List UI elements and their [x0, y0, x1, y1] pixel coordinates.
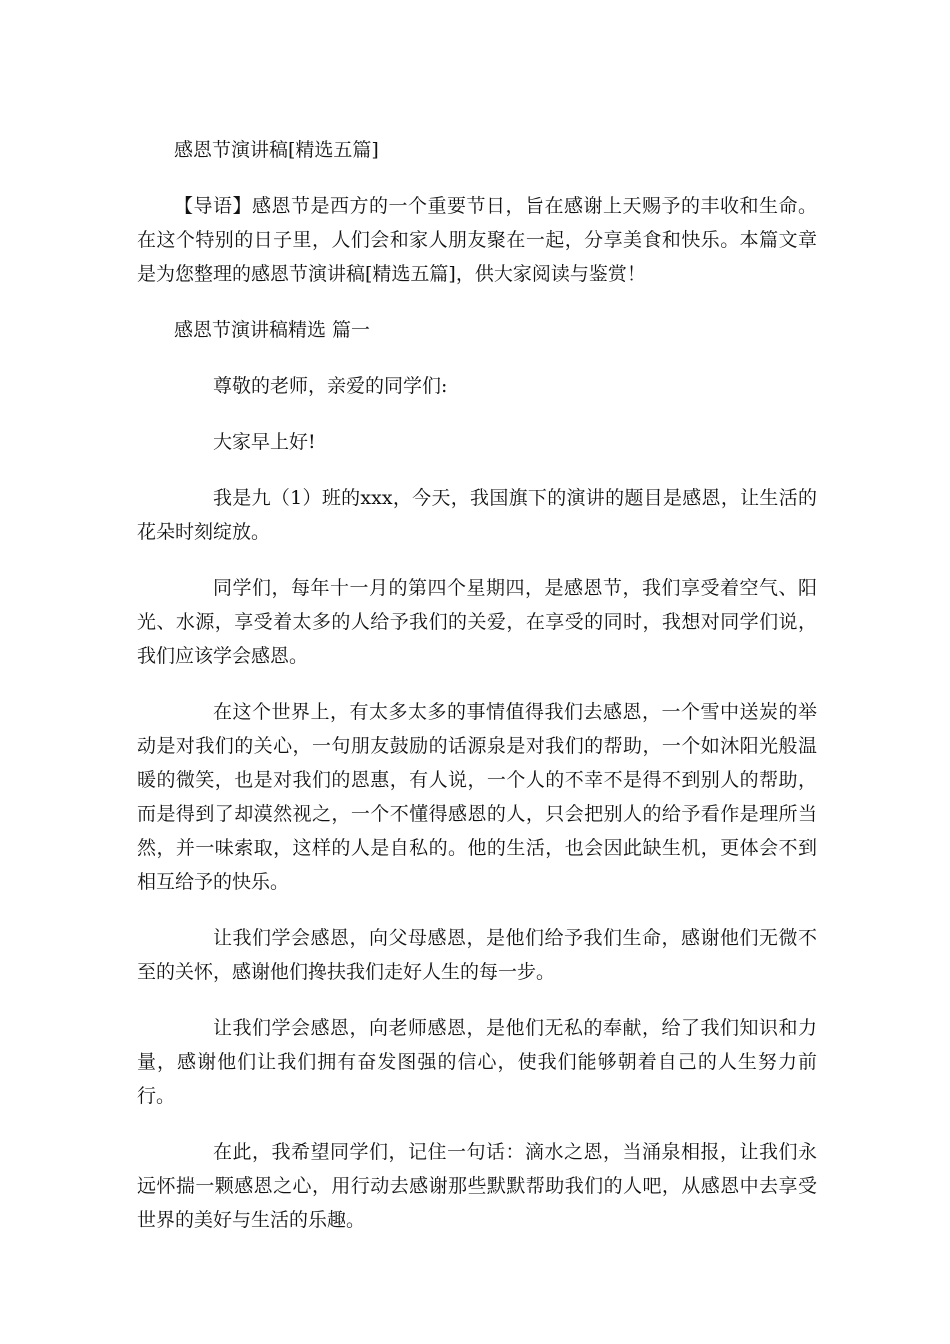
body-paragraph: 让我们学会感恩，向父母感恩，是他们给予我们生命，感谢他们无微不至的关怀，感谢他们搀扶我们走好人生的每一步。 [137, 927, 817, 983]
salutation-paragraph: 尊敬的老师，亲爱的同学们: [213, 375, 448, 397]
intro-paragraph: 【导语】感恩节是西方的一个重要节日，旨在感谢上天赐予的丰收和生命。在这个特别的日子里，人们会和家人朋友聚在一起，分享美食和快乐。本篇文章是为您整理的感恩节演讲稿[精选五篇]，供大家阅读与鉴赏！ [137, 195, 817, 285]
document-title: 感恩节演讲稿[精选五篇] [174, 139, 379, 161]
body-paragraph: 在这个世界上，有太多太多的事情值得我们去感恩，一个雪中送炭的举动是对我们的关心，一句朋友鼓励的话源泉是对我们的帮助，一个如沐阳光般温暖的微笑，也是对我们的恩惠，有人说，一个人的不幸不是得不到别人的帮助，而是得到了却漠然视之，一个不懂得感恩的人，只会把别人的给予看作是理所当然，并一味索取，这样的人是自私的。他的生活，也会因此缺生机，更体会不到相互给予的快乐。 [137, 701, 817, 893]
greeting-paragraph: 大家早上好! [213, 431, 316, 453]
body-paragraph: 在此，我希望同学们，记住一句话：滴水之恩，当涌泉相报，让我们永远怀揣一颗感恩之心，用行动去感谢那些默默帮助我们的人吧，从感恩中去享受世界的美好与生活的乐趣。 [137, 1141, 817, 1231]
body-paragraph: 同学们，每年十一月的第四个星期四，是感恩节，我们享受着空气、阳光、水源，享受着太多的人给予我们的关爱，在享受的同时，我想对同学们说，我们应该学会感恩。 [137, 577, 817, 667]
body-paragraph: 让我们学会感恩，向老师感恩，是他们无私的奉献，给了我们知识和力量，感谢他们让我们拥有奋发图强的信心，使我们能够朝着自己的人生努力前行。 [137, 1017, 817, 1107]
body-paragraph: 我是九（1）班的xxx，今天，我国旗下的演讲的题目是感恩，让生活的花朵时刻绽放。 [137, 487, 817, 543]
document-body [137, 133, 817, 1259]
section-heading: 感恩节演讲稿精选 篇一 [174, 319, 371, 341]
